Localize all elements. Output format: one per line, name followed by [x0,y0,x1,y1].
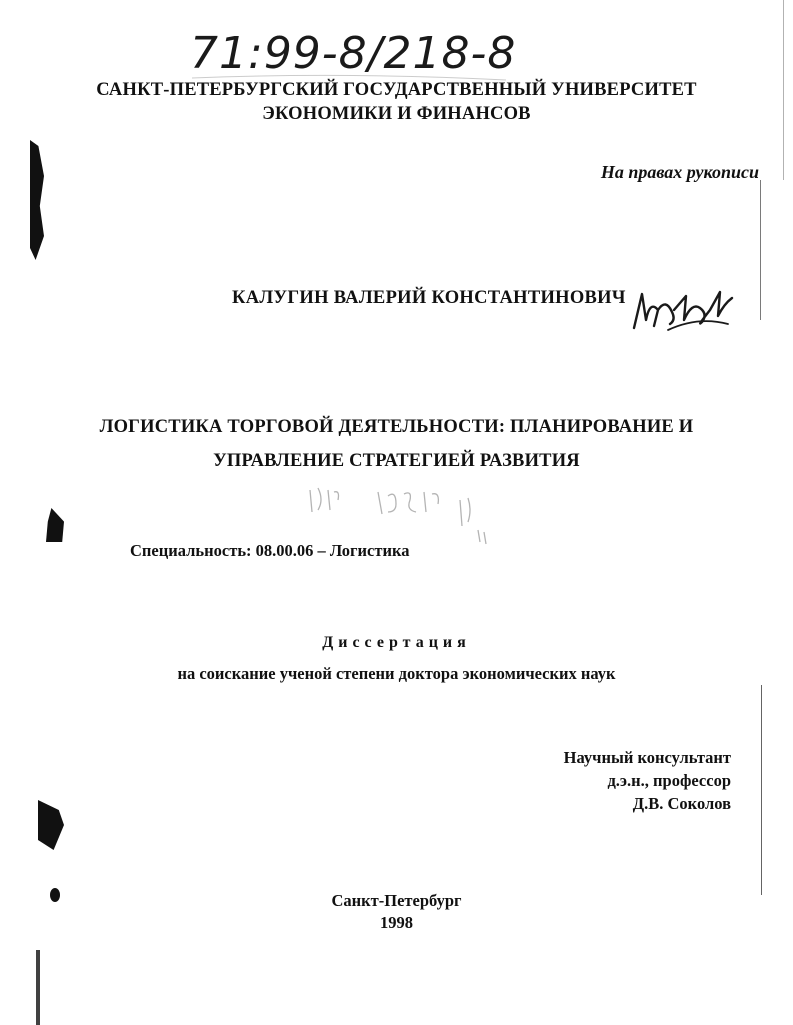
right-margin-line [760,180,761,320]
thesis-title [0,410,793,478]
specialty-line [130,541,410,561]
specialty-value: 08.00.06 – Логистика [255,541,410,560]
margin-scan-mark [46,508,64,542]
university-line-2: ЭКОНОМИКИ И ФИНАНСОВ [262,104,531,124]
right-margin-line [761,685,762,895]
margin-scan-mark [50,888,60,902]
margin-scan-mark [30,140,44,260]
right-margin-line [783,0,784,180]
degree-line: на соискание ученой степени доктора экономических наук [177,664,616,683]
scientific-consultant [564,746,731,815]
margin-scan-mark [36,950,40,1025]
document-type: Диссертация [322,634,471,651]
thesis-title-line-1: ЛОГИСТИКА ТОРГОВОЙ ДЕЯТЕЛЬНОСТИ: ПЛАНИРОВАНИЕ И [99,417,694,437]
year: 1998 [380,913,413,932]
consultant-credentials: д.э.н., профессор [607,771,731,790]
university-line-1: САНКТ-ПЕТЕРБУРГСКИЙ ГОСУДАРСТВЕННЫЙ УНИВЕРСИТЕТ [96,80,697,100]
handwritten-archive-number [186,22,516,84]
faint-stamp-marks [300,470,500,550]
author-signature [628,280,738,340]
specialty-label: Специальность: [130,541,252,560]
manuscript-rights-note: На правах рукописи [600,162,759,182]
consultant-role: Научный консультант [563,748,731,767]
author-name: КАЛУГИН ВАЛЕРИЙ КОНСТАНТИНОВИЧ [232,288,626,308]
city: Санкт-Петербург [331,891,462,910]
consultant-name: Д.В. Соколов [632,794,731,813]
archive-number-text: 71:99-8/218-8 [190,28,516,79]
thesis-title-line-2: УПРАВЛЕНИЕ СТРАТЕГИЕЙ РАЗВИТИЯ [213,451,580,471]
margin-scan-mark [38,800,64,850]
place-and-year [0,890,793,934]
university-header [0,78,793,126]
